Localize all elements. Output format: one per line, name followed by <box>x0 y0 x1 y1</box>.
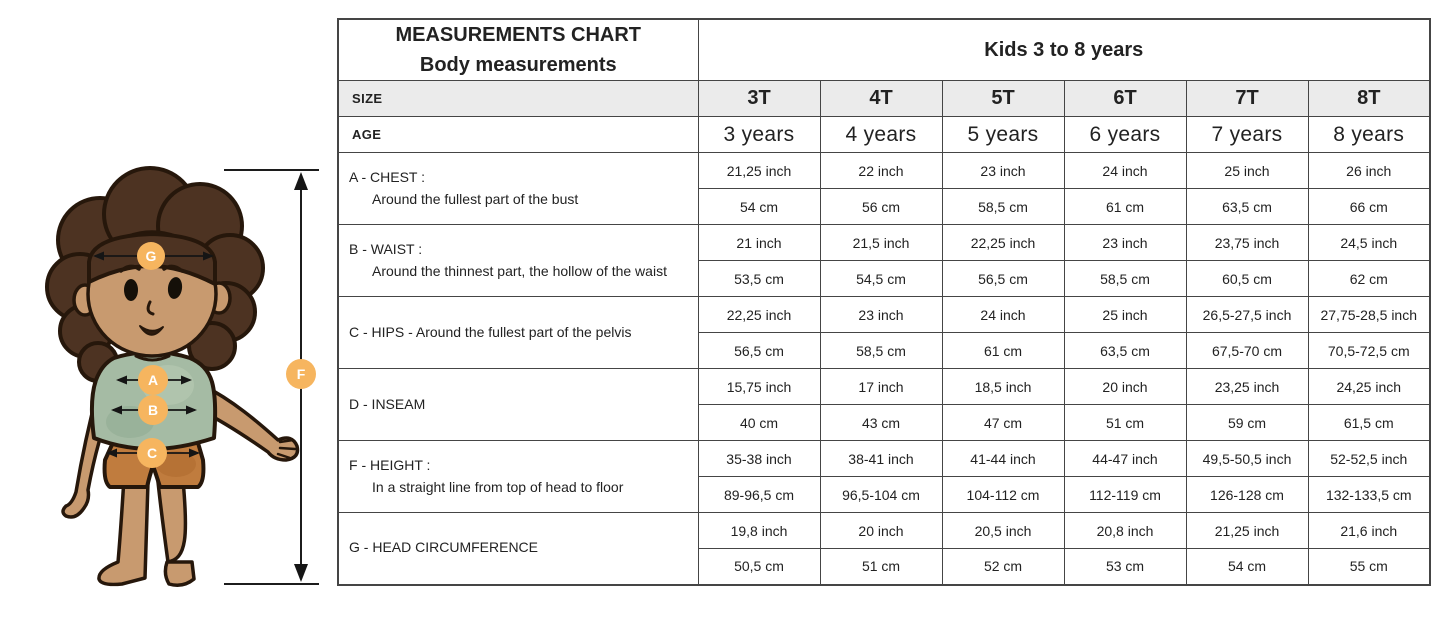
table-row-inch <box>338 513 1430 549</box>
value-inch: 20 inch <box>820 513 942 549</box>
value-cm: 126-128 cm <box>1186 477 1308 513</box>
value-cm: 112-119 cm <box>1064 477 1186 513</box>
value-inch: 25 inch <box>1186 153 1308 189</box>
measurement-label-line1: D - INSEAM <box>349 395 426 412</box>
value-inch: 27,75-28,5 inch <box>1308 297 1430 333</box>
value-inch: 23,25 inch <box>1186 369 1308 405</box>
badge-letter-b: B <box>147 402 159 418</box>
value-cm: 56,5 cm <box>698 333 820 369</box>
value-cm: 53 cm <box>1064 549 1186 585</box>
age-value: 8 years <box>1308 117 1430 153</box>
value-cm: 43 cm <box>820 405 942 441</box>
value-inch: 21,25 inch <box>698 153 820 189</box>
value-cm: 47 cm <box>942 405 1064 441</box>
measurement-label-line1: A - CHEST : <box>349 168 425 185</box>
right-leg <box>158 480 194 585</box>
value-inch: 21,6 inch <box>1308 513 1430 549</box>
measurement-label-line2: Around the fullest part of the bust <box>372 190 579 207</box>
measurement-label-line1: G - HEAD CIRCUMFERENCE <box>349 539 539 556</box>
age-value: 4 years <box>820 117 942 153</box>
value-cm: 54 cm <box>1186 549 1308 585</box>
size-row <box>338 81 1430 117</box>
value-cm: 96,5-104 cm <box>820 477 942 513</box>
value-cm: 67,5-70 cm <box>1186 333 1308 369</box>
value-cm: 61,5 cm <box>1308 405 1430 441</box>
value-cm: 61 cm <box>942 333 1064 369</box>
age-group-title: Kids 3 to 8 years <box>698 19 1430 81</box>
value-inch: 24 inch <box>942 297 1064 333</box>
value-inch: 23 inch <box>820 297 942 333</box>
value-inch: 52-52,5 inch <box>1308 441 1430 477</box>
value-inch: 23 inch <box>942 153 1064 189</box>
age-value: 3 years <box>698 117 820 153</box>
value-inch: 26,5-27,5 inch <box>1186 297 1308 333</box>
measurement-label-line2: In a straight line from top of head to floor <box>372 478 624 495</box>
value-cm: 70,5-72,5 cm <box>1308 333 1430 369</box>
value-inch: 26 inch <box>1308 153 1430 189</box>
value-inch: 19,8 inch <box>698 513 820 549</box>
value-inch: 22,25 inch <box>942 225 1064 261</box>
left-eye <box>124 279 138 301</box>
size-header: 5T <box>942 81 1064 117</box>
size-row-label: SIZE <box>338 81 698 117</box>
value-cm: 40 cm <box>698 405 820 441</box>
table-row-inch <box>338 441 1430 477</box>
table-row-inch <box>338 225 1430 261</box>
value-inch: 38-41 inch <box>820 441 942 477</box>
value-cm: 55 cm <box>1308 549 1430 585</box>
measurement-label-line1: F - HEIGHT : <box>349 456 431 473</box>
value-cm: 51 cm <box>1064 405 1186 441</box>
chart-title-line1: MEASUREMENTS CHART <box>395 24 642 46</box>
value-inch: 24,25 inch <box>1308 369 1430 405</box>
value-cm: 104-112 cm <box>942 477 1064 513</box>
value-inch: 17 inch <box>820 369 942 405</box>
age-row-label: AGE <box>338 117 698 153</box>
measurement-label <box>338 513 698 585</box>
value-inch: 23 inch <box>1064 225 1186 261</box>
value-inch: 24 inch <box>1064 153 1186 189</box>
value-cm: 89-96,5 cm <box>698 477 820 513</box>
age-value: 5 years <box>942 117 1064 153</box>
measurements-table <box>337 18 1431 586</box>
badge-letter-c: C <box>146 445 158 461</box>
value-cm: 50,5 cm <box>698 549 820 585</box>
measurement-label <box>338 441 698 513</box>
value-inch: 15,75 inch <box>698 369 820 405</box>
measurement-label-line1: C - HIPS - Around the fullest part of the pelvis <box>349 323 632 340</box>
value-inch: 21,25 inch <box>1186 513 1308 549</box>
value-inch: 23,75 inch <box>1186 225 1308 261</box>
value-inch: 20 inch <box>1064 369 1186 405</box>
value-cm: 66 cm <box>1308 189 1430 225</box>
age-value: 6 years <box>1064 117 1186 153</box>
value-cm: 61 cm <box>1064 189 1186 225</box>
badge-letter-g: G <box>145 248 157 264</box>
value-cm: 58,5 cm <box>1064 261 1186 297</box>
table-row-inch <box>338 369 1430 405</box>
left-leg <box>99 478 148 584</box>
value-cm: 58,5 cm <box>820 333 942 369</box>
value-cm: 63,5 cm <box>1064 333 1186 369</box>
title-row <box>338 19 1430 81</box>
age-value: 7 years <box>1186 117 1308 153</box>
measurement-label <box>338 153 698 225</box>
value-cm: 59 cm <box>1186 405 1308 441</box>
value-inch: 22,25 inch <box>698 297 820 333</box>
value-inch: 21,5 inch <box>820 225 942 261</box>
badge-letter-a: A <box>147 372 159 388</box>
value-inch: 41-44 inch <box>942 441 1064 477</box>
child-measurement-illustration <box>0 0 337 636</box>
age-row <box>338 117 1430 153</box>
value-cm: 54 cm <box>698 189 820 225</box>
badge-letter-f: F <box>296 366 306 382</box>
size-header: 8T <box>1308 81 1430 117</box>
size-header: 3T <box>698 81 820 117</box>
value-cm: 56 cm <box>820 189 942 225</box>
measurement-label <box>338 225 698 297</box>
child-figure <box>47 168 298 585</box>
measurement-label-line2: Around the thinnest part, the hollow of the waist <box>372 262 667 279</box>
chart-title <box>338 19 698 81</box>
measurement-label <box>338 297 698 369</box>
value-cm: 53,5 cm <box>698 261 820 297</box>
value-cm: 58,5 cm <box>942 189 1064 225</box>
value-inch: 44-47 inch <box>1064 441 1186 477</box>
value-inch: 20,8 inch <box>1064 513 1186 549</box>
value-inch: 21 inch <box>698 225 820 261</box>
value-inch: 49,5-50,5 inch <box>1186 441 1308 477</box>
value-inch: 24,5 inch <box>1308 225 1430 261</box>
value-cm: 56,5 cm <box>942 261 1064 297</box>
value-inch: 18,5 inch <box>942 369 1064 405</box>
value-cm: 62 cm <box>1308 261 1430 297</box>
value-cm: 132-133,5 cm <box>1308 477 1430 513</box>
chart-title-line2: Body measurements <box>419 54 617 76</box>
size-header: 6T <box>1064 81 1186 117</box>
value-cm: 54,5 cm <box>820 261 942 297</box>
measurement-label-line1: B - WAIST : <box>349 240 423 257</box>
measurement-label <box>338 369 698 441</box>
value-inch: 22 inch <box>820 153 942 189</box>
value-cm: 51 cm <box>820 549 942 585</box>
value-cm: 60,5 cm <box>1186 261 1308 297</box>
size-header: 7T <box>1186 81 1308 117</box>
table-row-inch <box>338 297 1430 333</box>
measurement-rows <box>338 153 1430 585</box>
value-cm: 52 cm <box>942 549 1064 585</box>
value-inch: 35-38 inch <box>698 441 820 477</box>
size-header: 4T <box>820 81 942 117</box>
value-inch: 25 inch <box>1064 297 1186 333</box>
value-inch: 20,5 inch <box>942 513 1064 549</box>
table-row-inch <box>338 153 1430 189</box>
value-cm: 63,5 cm <box>1186 189 1308 225</box>
